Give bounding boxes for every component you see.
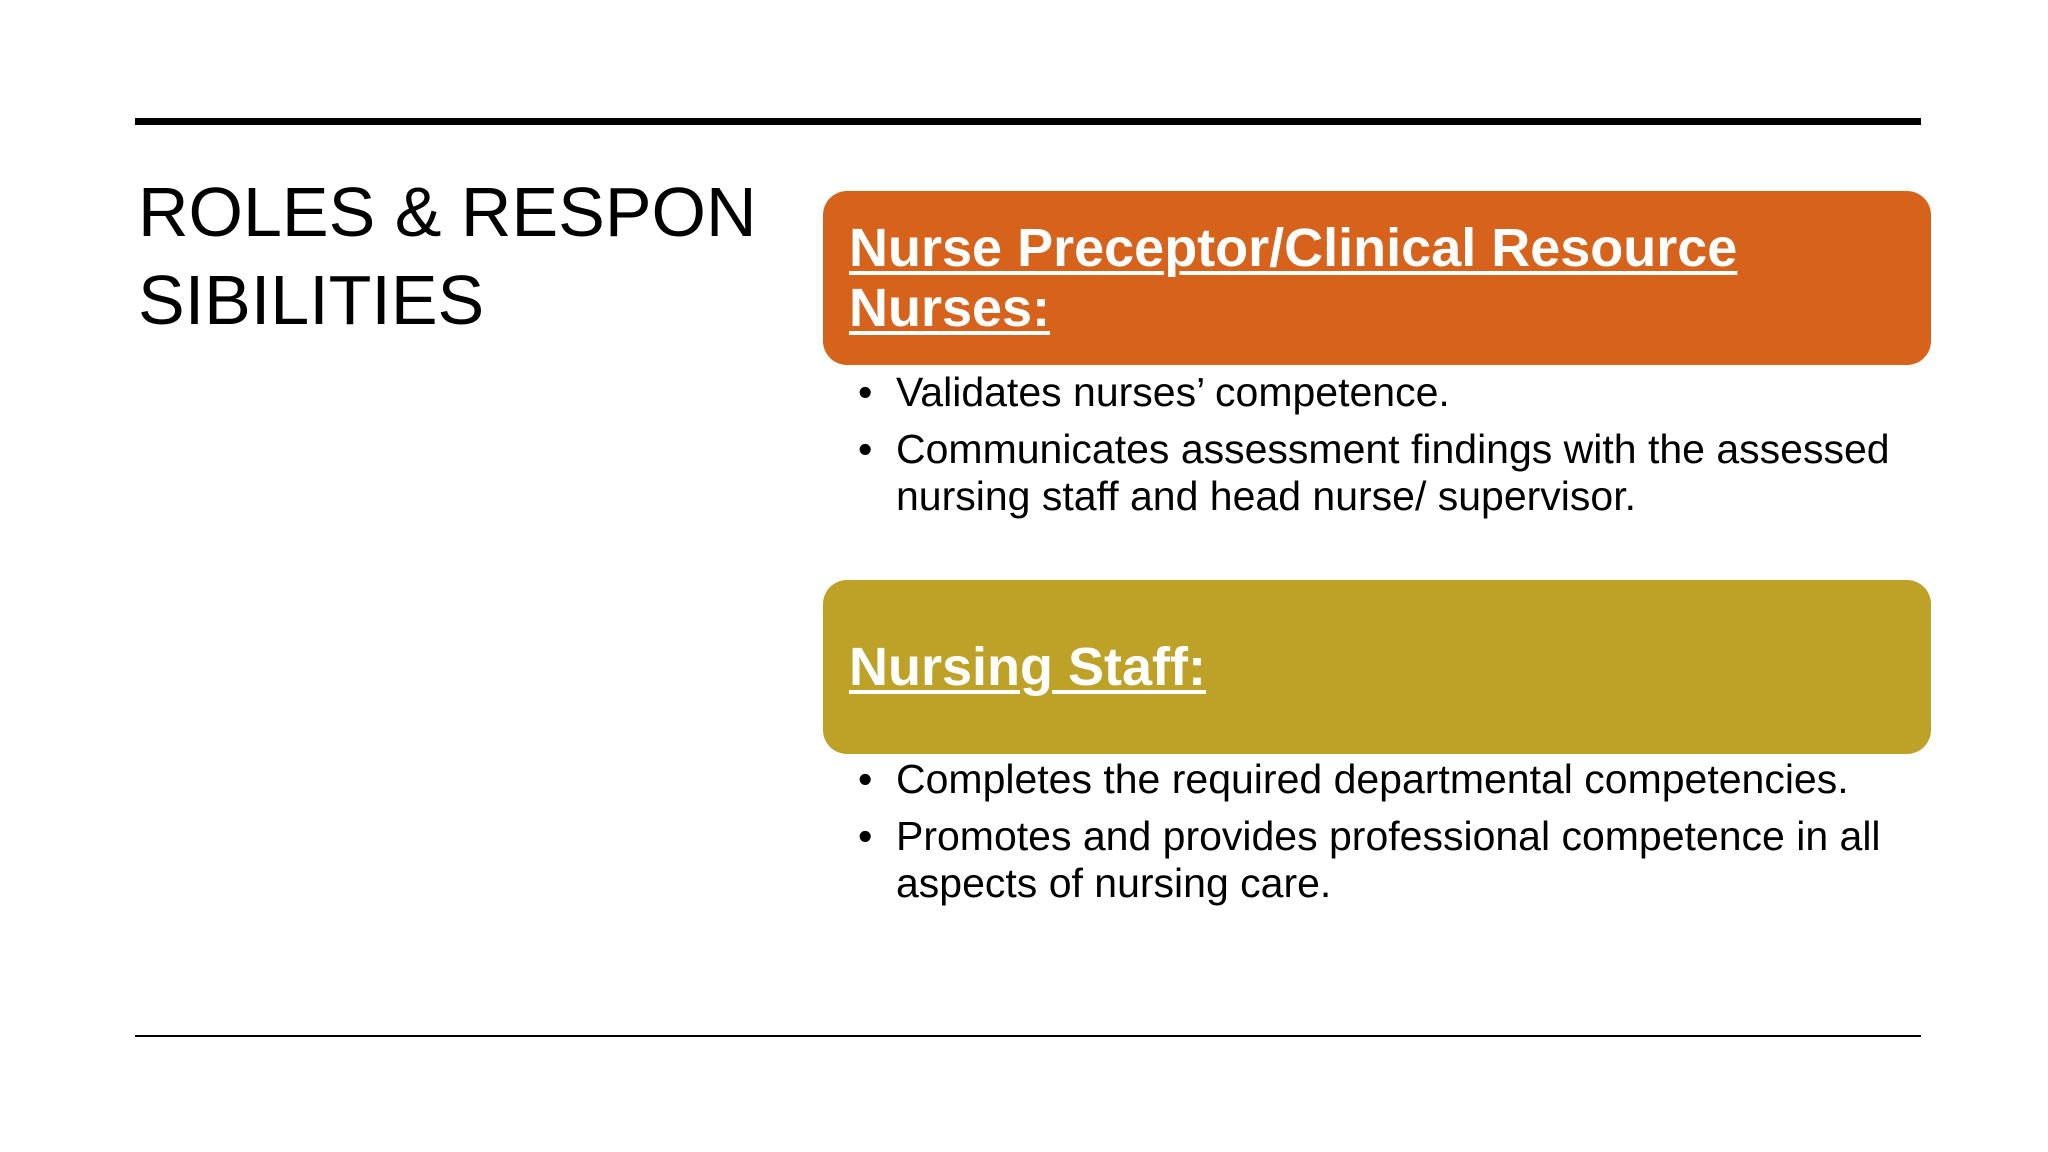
preceptor-bullet-list	[858, 369, 1918, 530]
staff-bullet-list	[858, 756, 1918, 917]
list-item	[858, 813, 1918, 907]
bullet-text: Communicates assessment findings with the assessed nursing staff and head nurse/ supervisor.	[896, 426, 1890, 519]
role-heading-staff: Nursing Staff:	[849, 637, 1206, 697]
bullet-text: Promotes and provides professional competence in all aspects of nursing care.	[896, 813, 1881, 906]
list-item	[858, 369, 1918, 416]
role-header-staff	[823, 580, 1931, 754]
bullet-icon: •	[858, 426, 873, 472]
role-heading-preceptor: Nurse Preceptor/Clinical Resource Nurses:	[849, 218, 1738, 338]
top-divider	[135, 118, 1921, 125]
list-item	[858, 756, 1918, 803]
bottom-divider	[135, 1035, 1921, 1037]
slide-title: ROLES & RESPONSIBILITIES	[138, 173, 757, 339]
bullet-icon: •	[858, 756, 873, 802]
bullet-icon: •	[858, 369, 873, 415]
list-item	[858, 426, 1918, 520]
role-header-preceptor	[823, 191, 1931, 365]
bullet-text: Completes the required departmental competencies.	[896, 756, 1849, 802]
bullet-text: Validates nurses’ competence.	[896, 369, 1450, 415]
bullet-icon: •	[858, 813, 873, 859]
